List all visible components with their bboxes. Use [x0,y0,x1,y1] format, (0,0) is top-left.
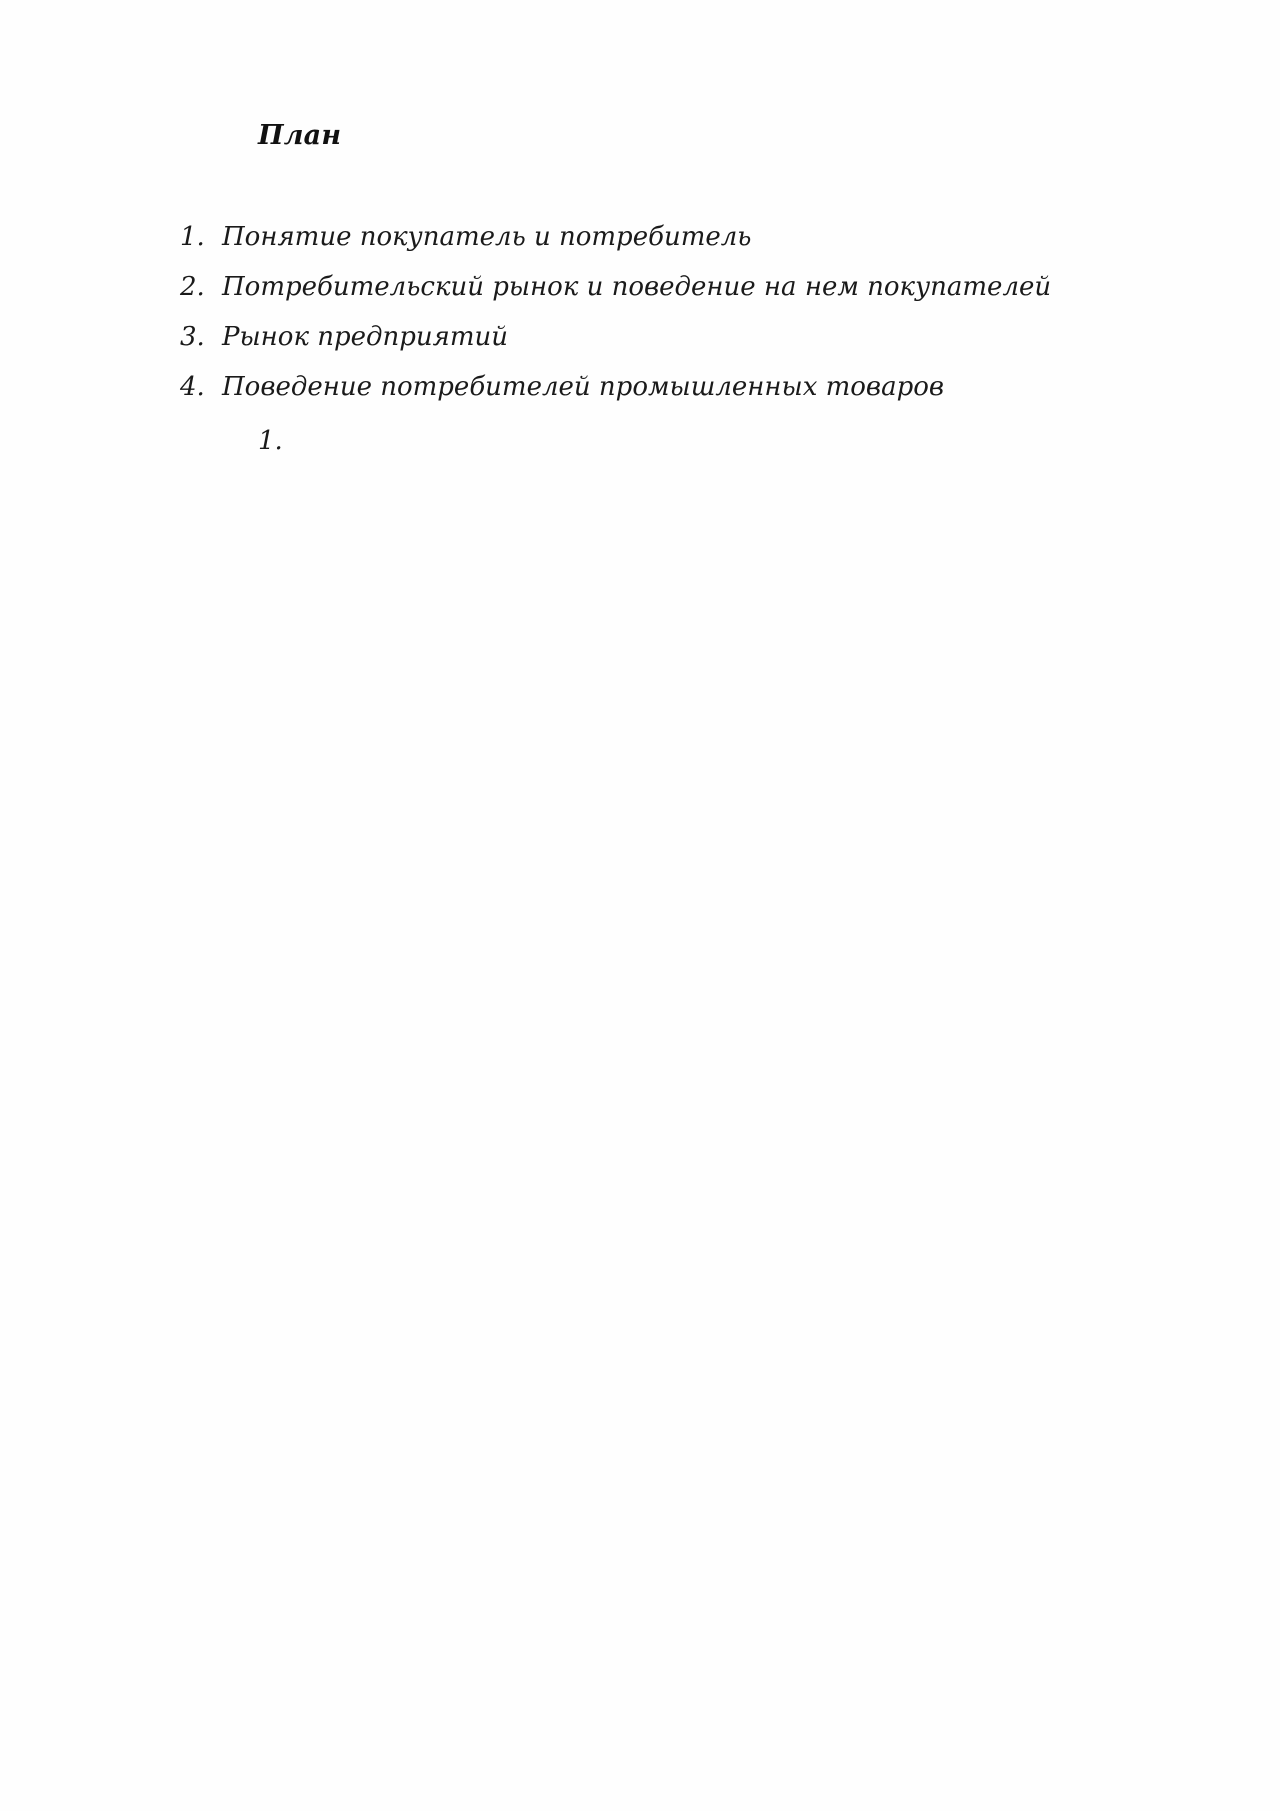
list-item-text: Поведение потребителей промышленных товаров [222,372,944,402]
list-item-number: 1. [180,222,205,252]
list-item-number: 2. [180,272,205,302]
list-item-number: 4. [180,372,205,402]
list-item [180,222,1051,272]
list-item-text: Потребительский рынок и поведение на нем покупателей [222,272,1052,302]
list-item-text: Понятие покупатель и потребитель [222,222,752,252]
page-title: План [258,120,342,151]
list-item-text: Рынок предприятий [222,322,508,352]
list-item-number: 3. [180,322,205,352]
list-item [180,322,1051,372]
sub-list-item-number: 1. [258,426,283,456]
list-item [180,372,1051,422]
list-item [180,272,1051,322]
plan-list [180,222,1051,422]
